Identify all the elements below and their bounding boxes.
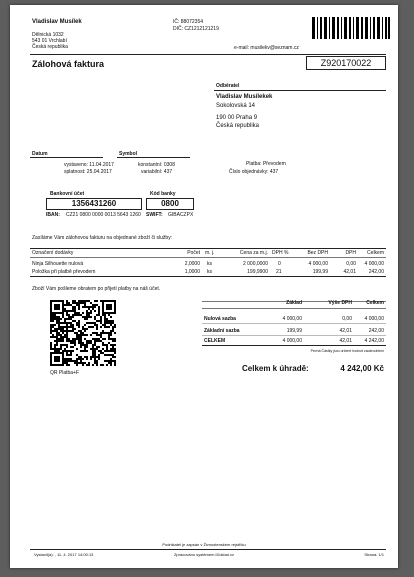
- table-top-rule: [30, 248, 386, 249]
- due-date: splatnost: 25.04.2017: [64, 169, 112, 175]
- outro-text: Zboží Vám pošleme obratem po přijetí platby na náš účet.: [32, 286, 161, 292]
- dates-heading: Datum: [32, 151, 48, 157]
- customer-name: Vladislav Musílekek: [216, 94, 273, 100]
- col-unit: m. j.: [205, 250, 215, 256]
- qr-label: QR Platba+F: [50, 370, 80, 376]
- customer-heading: Odběratel: [216, 83, 240, 89]
- swift-label: SWIFT:: [146, 212, 163, 218]
- customer-city: 190 00 Praha 9: [216, 115, 258, 121]
- symbols-rule: [117, 157, 190, 158]
- symbols-heading: Symbol: [119, 151, 138, 157]
- table-header-rule: [30, 257, 386, 258]
- iban-label: IBAN:: [46, 212, 60, 218]
- supplier-name: Vladislav Musílek: [32, 19, 82, 25]
- col-vat-rate: DPH %: [272, 250, 289, 256]
- header-rule: [30, 54, 386, 55]
- col-price: Cena za m.j.: [239, 250, 268, 256]
- bank-code-label: Kód banky: [150, 191, 176, 197]
- footer-rule: [30, 549, 386, 550]
- total-value: 4 242,00 Kč: [340, 364, 384, 373]
- customer-country: Česká republika: [216, 123, 260, 129]
- supplier-city: 543 01 Vrchlabí: [32, 38, 67, 44]
- rounding-note: Pevná Částky jsou určené hodnot zaokrouhlení: [310, 349, 384, 353]
- swift-value: GIBACZPX: [168, 212, 194, 218]
- supplier-country: Česká republika: [32, 44, 68, 50]
- supplier-street: Dělnická 1032: [32, 32, 64, 38]
- bank-account-label: Bankovní účet: [50, 191, 85, 197]
- invoice-page: Vladislav Musílek Dělnická 1032 543 01 Vrchlabí Česká republika IČ: 88072354 DIČ: CZ1212121219 e-mail: musilekv@seznam.cz Zálohová faktura Z920170022 Odběratel Vladislav Musílekek Sokolovská 14 190 00 Praha 9 Česká republika Datum vystaveno: 11.04.2017 splatnost: 25.04.2017 Symbol konstantní: 0308 variabilní: 437 Platba: Převodem Číslo objednávky: 437 Bankovní účet 1356431260 Kód banky 0800 IBAN: CZ21 0800 0000 0013 5643 1260 SWIFT: GIBACZPX Zasíláme Vám zálohovou fakturu na objednané zboží či služby: Označení dodávky Počet m. j. Cena za m.j. DPH % Bez DPH DPH Celkem Ninja Silhouette nulová 2,0000 ks 2 000,0000 0 4 000,00 0,00 4 000,00 Položka při platbě převodem 1,0000 ks 199,9900 21 199,99 42,01 242,00 Zboží Vám pošleme obratem po přijetí platby na náš účet. QR Platba+F Základ Výše DPH Celkem Nulová sazba 4 000,00 0,00 4 000,00 Základní sazba 199,99 42,01 242,00 CELKEM 4 000,00 42,01 4 242,00 Pevná Částky jsou určené hodnot zaokrouhlení Celkem k úhradě: 4 242,00 Kč Podnikatel je zapsán v Živnostenském rejstříku Vystavil(a): , 11. 4. 2017 14:00:13 Zpracováno systémem iDoklad.cz Strana: 1/1: [10, 5, 398, 568]
- document-number: Z920170022: [306, 56, 386, 70]
- summary-header-rule: [202, 308, 386, 309]
- col-vat: DPH: [345, 250, 356, 256]
- page-number: Strana: 1/1: [364, 552, 384, 557]
- order-number: Číslo objednávky: 437: [229, 169, 279, 175]
- summary-col-base: Základ: [286, 300, 302, 306]
- qr-code: [50, 300, 116, 366]
- summary-col-total: Celkem: [366, 300, 384, 306]
- summary-col-vat: Výše DPH: [328, 300, 352, 306]
- software-note: Zpracováno systémem iDoklad.cz: [173, 552, 235, 557]
- supplier-ic: IČ: 88072354: [173, 19, 204, 25]
- total-label: Celkem k úhradě:: [242, 364, 309, 373]
- table-bottom-rule: [30, 276, 386, 277]
- customer-rule: [214, 90, 386, 91]
- registration-note: Podnikatel je zapsán v Živnostenském rejstříku: [162, 542, 246, 547]
- iban-value: CZ21 0800 0000 0013 5643 1260: [66, 212, 141, 218]
- supplier-dic: DIČ: CZ1212121219: [173, 26, 219, 32]
- issued-by: Vystavil(a): , 11. 4. 2017 14:00:13: [34, 552, 94, 557]
- document-title: Zálohová faktura: [32, 59, 105, 69]
- barcode: [312, 17, 390, 39]
- summary-row-rule: [202, 335, 386, 336]
- bank-code: 0800: [146, 198, 194, 210]
- constant-symbol: konstantní: 0308: [138, 162, 175, 168]
- issued-date: vystaveno: 11.04.2017: [64, 162, 114, 168]
- payment-method: Platba: Převodem: [246, 161, 286, 167]
- summary-bottom-rule: [202, 345, 386, 346]
- col-qty: Počet: [187, 250, 200, 256]
- customer-street: Sokolovská 14: [216, 103, 256, 109]
- dates-rule: [30, 157, 103, 158]
- bank-account-number: 1356431260: [46, 198, 142, 210]
- summary-row-rule: [202, 323, 386, 324]
- col-net: Bez DPH: [307, 250, 328, 256]
- supplier-email: e-mail: musilekv@seznam.cz: [234, 45, 299, 51]
- col-item: Označení dodávky: [32, 250, 74, 256]
- intro-text: Zasíláme Vám zálohovou fakturu na objednané zboží či služby:: [32, 235, 173, 241]
- col-total: Celkem: [367, 250, 384, 256]
- variable-symbol: variabilní: 437: [141, 169, 173, 175]
